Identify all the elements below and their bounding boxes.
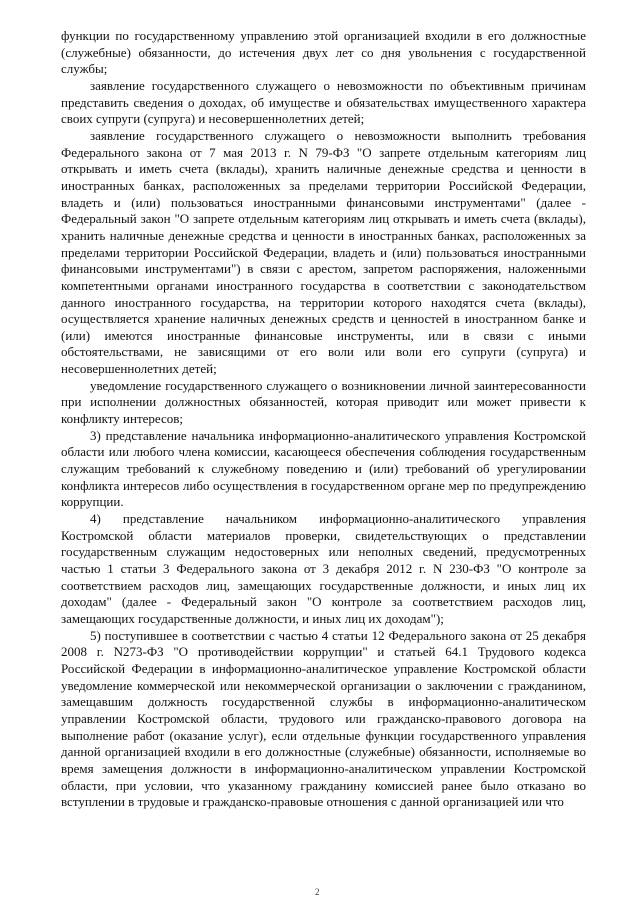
paragraph: 4) представление начальником информационно-аналитического управления Костромской области материалов проверки, свидетельствующих о представлении государственным служащим недостоверных или неполных сведений, предусмотренных частью 1 статьи 3 Федерального закона от 3 декабря 2012 г. N 230-ФЗ "О контроле за соответствием расходов лиц, замещающих государственные должности, и иных лиц их доходам" (далее - Федеральный закон "О контроле за соответствием расходов лиц, замещающих государственные должности, и иных лиц их доходам");: [61, 511, 586, 626]
paragraph: 3) представление начальника информационно-аналитического управления Костромской области или любого члена комиссии, касающееся обеспечения соблюдения государственным служащим требований к служебному поведению и (или) требований об урегулировании конфликта интересов либо осуществления в государственном органе мер по предупреждению коррупции.: [61, 427, 586, 510]
page-number: 2: [315, 887, 320, 897]
document-body: [61, 28, 586, 811]
paragraph: 5) поступившее в соответствии с частью 4 статьи 12 Федерального закона от 25 декабря 2008 г. N273-ФЗ "О противодействии коррупции" и статьей 64.1 Трудового кодекса Российской Федерации в информационно-аналитическое управление Костромской области уведомление коммерческой или некоммерческой организации о заключении с гражданином, замещавшим должность государственной службы в информационно-аналитическом управлении Костромской области, трудового или гражданско-правового договора на выполнение работ (оказание услуг), если отдельные функции государственного управления данной организацией входили в его должностные (служебные) обязанности, исполняемые во время замещения должности в информационно-аналитическом управлении Костромской области, при условии, что указанному гражданину комиссией ранее было отказано во вступлении в трудовые и гражданско-правовые отношения с данной организацией или что: [61, 627, 586, 810]
paragraph: заявление государственного служащего о невозможности по объективным причинам представить сведения о доходах, об имуществе и обязательствах имущественного характера своих супруги (супруга) и несовершеннолетних детей;: [61, 77, 586, 127]
paragraph: уведомление государственного служащего о возникновении личной заинтересованности при исполнении должностных обязанностей, которая приводит или может привести к конфликту интересов;: [61, 377, 586, 427]
paragraph: заявление государственного служащего о невозможности выполнить требования Федерального закона от 7 мая 2013 г. N 79-ФЗ "О запрете отдельным категориям лиц открывать и иметь счета (вклады), хранить наличные денежные средства и ценности в иностранных банках, расположенных за пределами территории Российской Федерации, владеть и (или) пользоваться иностранными финансовыми инструментами" (далее - Федеральный закон "О запрете отдельным категориям лиц открывать и иметь счета (вклады), хранить наличные денежные средства и ценности в иностранных банках, расположенных за пределами территории Российской Федерации, владеть и (или) пользоваться иностранными финансовыми инструментами") в связи с арестом, запретом распоряжения, наложенными компетентными органами иностранного государства в соответствии с законодательством данного иностранного государства, на территории которого находятся счета (вклады), осуществляется хранение наличных денежных средств и ценностей в иностранном банке и (или) имеются иностранные финансовые инструменты, или в связи с иными обстоятельствами, не зависящими от его воли или воли его супруги (супруга) и несовершеннолетних детей;: [61, 127, 586, 377]
paragraph: функции по государственному управлению этой организацией входили в его должностные (служебные) обязанности, до истечения двух лет со дня увольнения с государственной службы;: [61, 28, 586, 77]
